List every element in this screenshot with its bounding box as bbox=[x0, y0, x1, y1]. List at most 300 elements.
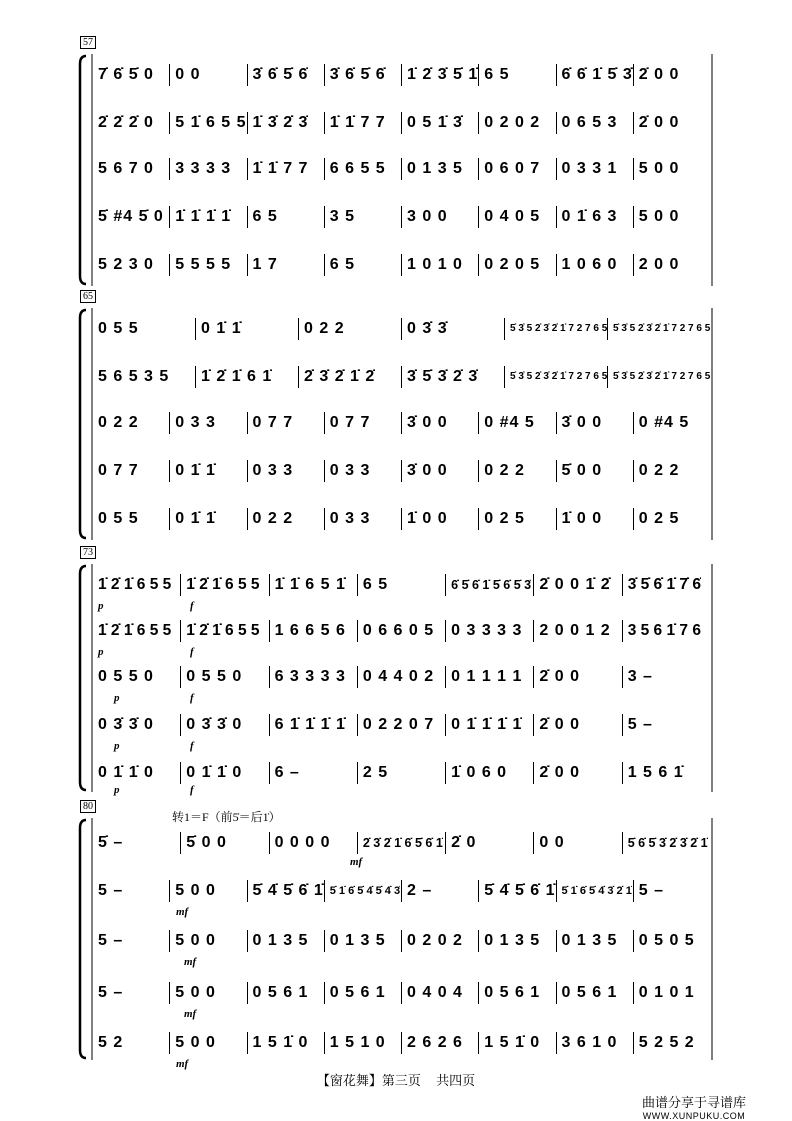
measure-notes: 3 – bbox=[627, 668, 653, 685]
barline bbox=[324, 930, 325, 952]
measure-notes: 5̇ 1̇ 6̇ 5̇ 4̇ 5̇ 4̇ 3̇ bbox=[329, 885, 401, 897]
measure-notes: 1 7 bbox=[252, 256, 278, 273]
measure-notes: 6̇ 6̇ 1̇ 5̇ 3̇ bbox=[561, 66, 633, 83]
barline bbox=[533, 620, 534, 642]
barline bbox=[401, 508, 402, 530]
barline bbox=[298, 366, 299, 388]
barline bbox=[445, 832, 446, 854]
barline bbox=[247, 880, 248, 902]
measure-notes: 5 0 0 bbox=[175, 932, 216, 949]
barline bbox=[533, 762, 534, 784]
measure-notes: 0 2 0 2 bbox=[407, 932, 463, 949]
barline bbox=[169, 1032, 170, 1054]
footer-total: 共四页 bbox=[436, 1073, 476, 1088]
barline bbox=[445, 620, 446, 642]
barline bbox=[478, 1032, 479, 1054]
measure-notes: 1̇ 0 0 bbox=[407, 510, 448, 527]
barline bbox=[401, 366, 402, 388]
measure-notes: 0 2 2 bbox=[252, 510, 294, 527]
barline bbox=[445, 666, 446, 688]
measure-number: 65 bbox=[80, 290, 96, 303]
barline bbox=[180, 762, 181, 784]
measure-notes: 5̇ 0 0 bbox=[561, 462, 603, 479]
staff-4 bbox=[94, 204, 714, 230]
barline bbox=[622, 832, 623, 854]
measure-notes: 2̇ 0 0 bbox=[638, 66, 680, 83]
measure-notes: 0 2 0 5 bbox=[484, 256, 541, 273]
measure-notes: 1 5 1̇ 0 bbox=[252, 1034, 309, 1051]
barline bbox=[357, 620, 358, 642]
watermark-line2: WWW.XUNPUKU.COM bbox=[642, 1111, 746, 1121]
measure-notes: 0 2 2 bbox=[304, 320, 345, 337]
measure-notes: 0 1 3 5 bbox=[561, 932, 618, 949]
staff-2 bbox=[94, 364, 714, 390]
barline bbox=[533, 666, 534, 688]
measure-notes: 0 1 3 5 bbox=[252, 932, 309, 949]
measure-notes: 5 1̇ 6 5 5 bbox=[175, 114, 247, 131]
measure-notes: 0 0 bbox=[175, 66, 201, 83]
barline bbox=[247, 112, 248, 134]
measure-notes: 0 5 5 0 bbox=[98, 668, 154, 685]
barline bbox=[324, 206, 325, 228]
measure-notes: 1 5 1 0 bbox=[329, 1034, 386, 1051]
barline bbox=[556, 508, 557, 530]
measure-notes: 0 1̇ 1̇ bbox=[175, 462, 216, 479]
measure-notes: 3̇ 5̇ 6̇ 1̇ 7̇ 6̇ bbox=[627, 576, 701, 593]
measure-notes: 0 1̇ 1̇ 1̇ 1̇ bbox=[451, 716, 523, 733]
dynamic-f: f bbox=[190, 740, 194, 752]
barline bbox=[633, 254, 634, 276]
measure-notes: 1̇ 1̇ 1̇ 1̇ bbox=[175, 208, 232, 225]
barline bbox=[324, 254, 325, 276]
measure-notes: 1̇ 3̇ 2̇ 3̇ bbox=[252, 114, 309, 131]
measure-notes: 3̇ 0 0 bbox=[407, 462, 448, 479]
measure-notes: 5 0 0 bbox=[175, 1034, 216, 1051]
measure-notes: 1̇ 0 0 bbox=[561, 510, 603, 527]
dynamic-p: p bbox=[114, 784, 120, 796]
measure-notes: 0 2 0 2 bbox=[484, 114, 541, 131]
measure-notes: 0 1̇ 1̇ bbox=[201, 320, 242, 337]
barline bbox=[556, 460, 557, 482]
measure-notes: 5̇ 4̇ 5̇ 6̇ 1̇ bbox=[252, 882, 324, 899]
measure-notes: 2 0 0 1 2 bbox=[539, 622, 611, 639]
measure-notes: 5 0 0 bbox=[638, 160, 680, 177]
barline bbox=[269, 666, 270, 688]
measure-notes: 0 1 3 5 bbox=[484, 932, 541, 949]
barline bbox=[247, 254, 248, 276]
barline bbox=[401, 1032, 402, 1054]
barline bbox=[269, 574, 270, 596]
measure-notes: 0 3 3 bbox=[175, 414, 216, 431]
measure-notes: 0 5 0 5 bbox=[638, 932, 695, 949]
measure-notes: 0 2 5 bbox=[638, 510, 680, 527]
barline bbox=[180, 832, 181, 854]
measure-notes: 0 3 3 1 bbox=[561, 160, 618, 177]
barline bbox=[633, 112, 634, 134]
measure-notes: 6 1̇ 1̇ 1̇ 1̇ bbox=[274, 716, 346, 733]
measure-notes: 2 0 0 bbox=[638, 256, 680, 273]
barline bbox=[247, 206, 248, 228]
measure-notes: 6̇ 5̇ 6̇ 1̇ 5̇ 6̇ 5̇ 3̇ bbox=[451, 578, 532, 592]
watermark-line1: 曲谱分享于寻谱库 bbox=[641, 1095, 746, 1110]
barline bbox=[478, 112, 479, 134]
barline bbox=[298, 318, 299, 340]
staff-1 bbox=[94, 316, 714, 342]
barline bbox=[478, 982, 479, 1004]
barline bbox=[401, 460, 402, 482]
barline bbox=[247, 1032, 248, 1054]
measure-notes: 0 4 0 4 bbox=[407, 984, 463, 1001]
dynamic-p: p bbox=[98, 600, 104, 612]
measure-notes: 0 3̇ 3̇ 0 bbox=[98, 716, 154, 733]
measure-notes: 1̇ 1̇ 7 7 bbox=[329, 114, 386, 131]
barline bbox=[607, 366, 608, 388]
measure-notes: 5 2 3 0 bbox=[98, 256, 154, 273]
barline bbox=[478, 254, 479, 276]
measure-notes: 0 #4 5 bbox=[638, 414, 690, 431]
barline bbox=[401, 206, 402, 228]
measure-notes: 5 0 0 bbox=[175, 984, 216, 1001]
barline bbox=[478, 880, 479, 902]
measure-notes: 5̇ 3̇ 5 2̇ 3̇ 2̇ 1̇ 7 2 7 6 5 bbox=[510, 371, 607, 382]
barline bbox=[401, 112, 402, 134]
measure-notes: 6 5 bbox=[252, 208, 278, 225]
measure-notes: 3̇ 6̇ 5̇ 6̇ bbox=[252, 66, 309, 83]
barline bbox=[169, 982, 170, 1004]
barline bbox=[324, 880, 325, 902]
measure-notes: 5̇ 3̇ 5 2̇ 3̇ 2̇ 1̇ 7 2 7 6 5 bbox=[613, 371, 710, 382]
barline bbox=[633, 206, 634, 228]
measure-notes: 2 – bbox=[407, 882, 433, 899]
staff-4 bbox=[94, 458, 714, 484]
measure-notes: 1 6 6 5 6 bbox=[274, 622, 346, 639]
barline bbox=[478, 460, 479, 482]
barline bbox=[556, 412, 557, 434]
barline bbox=[324, 64, 325, 86]
staff-3 bbox=[94, 664, 714, 690]
barline bbox=[633, 880, 634, 902]
measure-notes: 5̇ 3̇ 5 2̇ 3̇ 2̇ 1̇ 7 2 7 6 5 bbox=[613, 323, 710, 334]
measure-notes: 0 3̇ 3̇ bbox=[407, 320, 448, 337]
measure-notes: 0 2 2 bbox=[484, 462, 525, 479]
barline bbox=[169, 112, 170, 134]
measure-notes: 0 1 0 1 bbox=[638, 984, 695, 1001]
measure-notes: 3 5 bbox=[329, 208, 355, 225]
dynamic-mf: mf bbox=[176, 906, 189, 918]
measure-notes: 0 6 6 0 5 bbox=[362, 622, 435, 639]
barline bbox=[478, 412, 479, 434]
dynamic-mf: mf bbox=[184, 956, 197, 968]
measure-notes: 5 5 5 5 bbox=[175, 256, 232, 273]
measure-notes: 2 5 bbox=[362, 764, 389, 781]
measure-notes: 1̇ 2̇ 1̇ 6 5 5 bbox=[186, 622, 260, 639]
barline bbox=[556, 64, 557, 86]
measure-notes: 5̇ #4 5̇ 0 bbox=[98, 208, 164, 225]
measure-notes: 1 0 6 0 bbox=[561, 256, 618, 273]
barline bbox=[247, 64, 248, 86]
barline bbox=[269, 832, 270, 854]
measure-number: 57 bbox=[80, 36, 96, 49]
page-footer bbox=[0, 1070, 792, 1089]
barline bbox=[556, 930, 557, 952]
measure-notes: 3̇ 0 0 bbox=[561, 414, 603, 431]
barline bbox=[622, 574, 623, 596]
dynamic-p: p bbox=[98, 646, 104, 658]
measure-notes: 5̇ 0 0 bbox=[186, 834, 227, 851]
staff-3 bbox=[94, 156, 714, 182]
measure-notes: 0 5 5 0 bbox=[186, 668, 243, 685]
barline bbox=[401, 64, 402, 86]
barline bbox=[401, 930, 402, 952]
measure-notes: 0 2 2 bbox=[638, 462, 680, 479]
barline bbox=[556, 254, 557, 276]
dynamic-p: p bbox=[114, 740, 120, 752]
barline bbox=[445, 714, 446, 736]
measure-notes: 0 5 5 bbox=[98, 510, 139, 527]
measure-notes: 2̇ 0 0 bbox=[539, 668, 581, 685]
dynamic-mf: mf bbox=[350, 856, 363, 868]
measure-notes: 6 5 bbox=[362, 576, 389, 593]
barline bbox=[169, 412, 170, 434]
staff-1 bbox=[94, 62, 714, 88]
measure-notes: 1̇ 1̇ 6 5 1̇ bbox=[274, 576, 346, 593]
barline bbox=[556, 206, 557, 228]
barline bbox=[445, 574, 446, 596]
measure-notes: 2̇ 0 0 bbox=[638, 114, 680, 131]
measure-notes: 0 2 2 bbox=[98, 414, 139, 431]
barline bbox=[633, 982, 634, 1004]
barline bbox=[324, 1032, 325, 1054]
measure-notes: 0 1 3 5 bbox=[329, 932, 386, 949]
measure-notes: 0 3̇ 3̇ 0 bbox=[186, 716, 243, 733]
barline bbox=[556, 112, 557, 134]
staff-5 bbox=[94, 506, 714, 532]
barline bbox=[269, 714, 270, 736]
barline bbox=[478, 158, 479, 180]
barline bbox=[357, 574, 358, 596]
measure-notes: 3 6 1 0 bbox=[561, 1034, 618, 1051]
barline bbox=[357, 666, 358, 688]
barline bbox=[401, 880, 402, 902]
barline bbox=[169, 158, 170, 180]
barline bbox=[180, 620, 181, 642]
barline bbox=[445, 762, 446, 784]
barline bbox=[401, 412, 402, 434]
measure-notes: 0 6 5 3 bbox=[561, 114, 618, 131]
barline bbox=[622, 714, 623, 736]
barline bbox=[247, 412, 248, 434]
measure-notes: 3̇ 0 0 bbox=[407, 414, 448, 431]
measure-notes: 1̇ 2̇ 1̇ 6 5 5 bbox=[98, 622, 172, 639]
measure-notes: 0 5 6 1 bbox=[484, 984, 541, 1001]
barline bbox=[357, 832, 358, 854]
barline bbox=[633, 412, 634, 434]
barline bbox=[633, 930, 634, 952]
measure-notes: 0 1 1 1 1 bbox=[451, 668, 523, 685]
barline bbox=[169, 254, 170, 276]
measure-notes: 1 5 6 1̇ bbox=[627, 764, 684, 781]
barline bbox=[269, 762, 270, 784]
measure-notes: 0 1̇ 6 3 bbox=[561, 208, 618, 225]
staff-3 bbox=[94, 928, 714, 954]
measure-notes: 1̇ 0 6 0 bbox=[451, 764, 508, 781]
measure-notes: 5̇ 6̇ 5̇ 3̇ 2̇ 3̇ 2̇ 1̇ bbox=[627, 836, 708, 850]
staff-4 bbox=[94, 712, 714, 738]
barline bbox=[247, 930, 248, 952]
barline bbox=[622, 666, 623, 688]
barline bbox=[180, 714, 181, 736]
barline bbox=[633, 508, 634, 530]
barline bbox=[633, 460, 634, 482]
footer-title: 【窗花舞】第三页 bbox=[316, 1073, 421, 1088]
measure-notes: 5 – bbox=[98, 984, 124, 1001]
barline bbox=[247, 158, 248, 180]
barline bbox=[169, 508, 170, 530]
measure-notes: 5 6 5 3 5 bbox=[98, 368, 170, 385]
measure-notes: 1̇ 2̇ 1̇ 6 1̇ bbox=[201, 368, 273, 385]
measure-notes: 5̇ 1̇ 6̇ 5̇ 4̇ 3̇ 2̇ 1̇ bbox=[561, 885, 632, 897]
measure-notes: 2̇ 0 bbox=[451, 834, 477, 851]
measure-notes: 0 7 7 bbox=[98, 462, 139, 479]
barline bbox=[169, 930, 170, 952]
measure-notes: 5̇ 3̇ 5 2̇ 3̇ 2̇ 1̇ 7 2 7 6 5 bbox=[510, 323, 607, 334]
dynamic-f: f bbox=[190, 784, 194, 796]
barline bbox=[633, 1032, 634, 1054]
measure-notes: 0 1̇ 1̇ 0 bbox=[186, 764, 243, 781]
measure-notes: 5 0 0 bbox=[175, 882, 216, 899]
barline bbox=[247, 460, 248, 482]
measure-number: 73 bbox=[80, 546, 96, 559]
measure-notes: 5̇ 4̇ 5̇ 6̇ 1̇ bbox=[484, 882, 556, 899]
staff-2 bbox=[94, 878, 714, 904]
barline bbox=[169, 880, 170, 902]
measure-notes: 1̇ 2̇ 1̇ 6 5 5 bbox=[186, 576, 260, 593]
barline bbox=[357, 714, 358, 736]
barline bbox=[401, 982, 402, 1004]
barline bbox=[556, 158, 557, 180]
staff-1 bbox=[94, 572, 714, 598]
dynamic-f: f bbox=[190, 600, 194, 612]
measure-notes: 0 #4 5 bbox=[484, 414, 535, 431]
barline bbox=[195, 366, 196, 388]
measure-notes: 5 – bbox=[627, 716, 653, 733]
barline bbox=[195, 318, 196, 340]
staff-3 bbox=[94, 410, 714, 436]
staff-4 bbox=[94, 980, 714, 1006]
measure-notes: 0 5 6 1 bbox=[252, 984, 309, 1001]
barline bbox=[247, 508, 248, 530]
barline bbox=[533, 714, 534, 736]
staff-5 bbox=[94, 1030, 714, 1056]
barline bbox=[269, 620, 270, 642]
barline bbox=[478, 930, 479, 952]
measure-notes: 2̇ 0 0 1̇ 2̇ bbox=[539, 576, 611, 593]
barline bbox=[607, 318, 608, 340]
barline bbox=[169, 206, 170, 228]
measure-notes: 0 3 3 bbox=[329, 462, 371, 479]
barline bbox=[180, 574, 181, 596]
measure-notes: 3 5 6 1̇ 7 6 bbox=[627, 622, 701, 639]
barline bbox=[633, 64, 634, 86]
barline bbox=[357, 762, 358, 784]
measure-notes: 3 3 3 3 bbox=[175, 160, 232, 177]
measure-notes: 2̇ 2̇ 2̇ 0 bbox=[98, 114, 154, 131]
staff-5 bbox=[94, 760, 714, 786]
measure-notes: 1 5 1̇ 0 bbox=[484, 1034, 541, 1051]
measure-notes: 0 6 0 7 bbox=[484, 160, 541, 177]
barline bbox=[478, 64, 479, 86]
dynamic-p: p bbox=[114, 692, 120, 704]
measure-number: 80 bbox=[80, 800, 96, 813]
measure-notes: 3 0 0 bbox=[407, 208, 448, 225]
measure-notes: 0 3 3 bbox=[252, 462, 294, 479]
measure-notes: 5 – bbox=[98, 882, 124, 899]
watermark bbox=[642, 1092, 746, 1121]
dynamic-mf: mf bbox=[176, 1058, 189, 1070]
measure-notes: 2̇ 3̇ 2̇ 1̇ 2̇ bbox=[304, 368, 376, 385]
measure-notes: 0 0 0 0 bbox=[274, 834, 331, 851]
staff-5 bbox=[94, 252, 714, 278]
barline bbox=[324, 412, 325, 434]
barline bbox=[533, 832, 534, 854]
dynamic-mf: mf bbox=[184, 1008, 197, 1020]
barline bbox=[504, 366, 505, 388]
barline bbox=[556, 1032, 557, 1054]
measure-notes: 1̇ 2̇ 3̇ 5̇ 1̇ bbox=[407, 66, 479, 83]
measure-notes: 2̇ 0 0 bbox=[539, 716, 581, 733]
barline bbox=[169, 460, 170, 482]
barline bbox=[533, 574, 534, 596]
measure-notes: 5 – bbox=[98, 932, 124, 949]
dynamic-f: f bbox=[190, 692, 194, 704]
measure-notes: 0 0 bbox=[539, 834, 565, 851]
barline bbox=[504, 318, 505, 340]
barline bbox=[556, 880, 557, 902]
measure-notes: 0 3 3 3 3 bbox=[451, 622, 523, 639]
measure-notes: 5 2 5 2 bbox=[638, 1034, 695, 1051]
measure-notes: 0 5 1̇ 3̇ bbox=[407, 114, 463, 131]
measure-notes: 5 0 0 bbox=[638, 208, 680, 225]
staff-2 bbox=[94, 110, 714, 136]
measure-notes: 1̇ 1̇ 7 7 bbox=[252, 160, 309, 177]
measure-notes: 5 2 bbox=[98, 1034, 124, 1051]
dynamic-f: f bbox=[190, 646, 194, 658]
measure-notes: 6 5 bbox=[329, 256, 355, 273]
measure-notes: 0 3 3 bbox=[329, 510, 371, 527]
barline bbox=[169, 64, 170, 86]
barline bbox=[401, 158, 402, 180]
measure-notes: 5 6 7 0 bbox=[98, 160, 154, 177]
key-change-label: 转1＝F（前5̇＝后1̇） bbox=[172, 810, 281, 824]
measure-notes: 0 1̇ 1̇ 0 bbox=[98, 764, 154, 781]
measure-notes: 0 2 2 0 7 bbox=[362, 716, 435, 733]
barline bbox=[324, 112, 325, 134]
measure-notes: 6 3 3 3 3 bbox=[274, 668, 346, 685]
barline bbox=[622, 620, 623, 642]
barline bbox=[324, 158, 325, 180]
barline bbox=[633, 158, 634, 180]
barline bbox=[324, 460, 325, 482]
measure-notes: 1̇ 2̇ 1̇ 6 5 5 bbox=[98, 576, 172, 593]
staff-2 bbox=[94, 618, 714, 644]
barline bbox=[401, 254, 402, 276]
measure-notes: 0 7 7 bbox=[252, 414, 294, 431]
measure-notes: 6 – bbox=[274, 764, 300, 781]
barline bbox=[180, 666, 181, 688]
measure-notes: 5̇ – bbox=[98, 834, 124, 851]
measure-notes: 2 6 2 6 bbox=[407, 1034, 463, 1051]
measure-notes: 0 4 0 5 bbox=[484, 208, 541, 225]
